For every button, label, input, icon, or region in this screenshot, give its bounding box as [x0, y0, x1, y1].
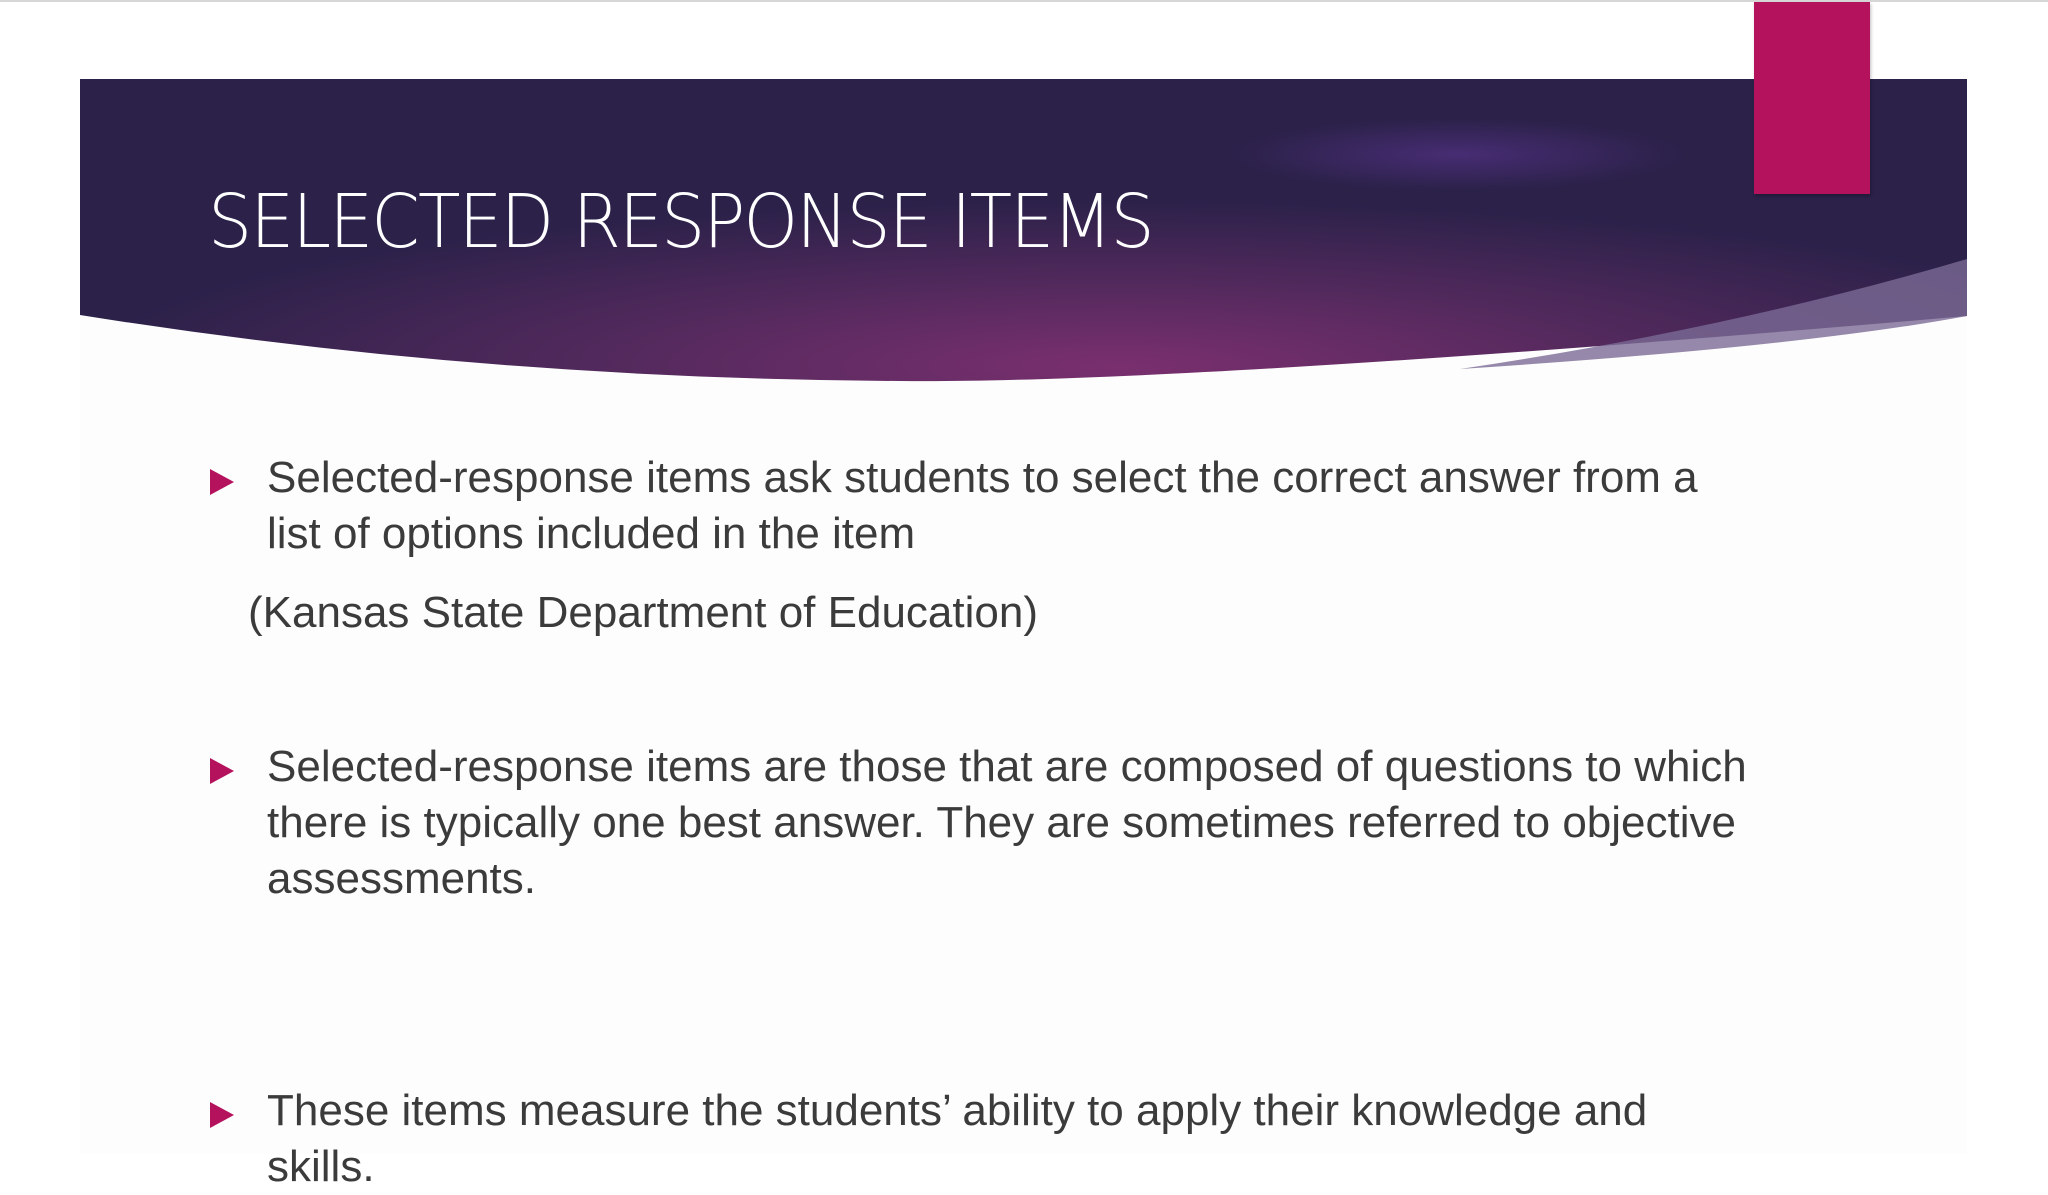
- triangle-bullet-icon: [210, 469, 234, 495]
- bullet-item: [210, 1083, 1750, 1195]
- slide: [80, 79, 1967, 1191]
- bullet-text: Selected-response items are those that are composed of questions to which there is typically one best answer. They are sometimes referred to objective assessments.: [267, 742, 1747, 903]
- citation: (Kansas State Department of Education): [248, 588, 1038, 637]
- slide-content: [80, 79, 1967, 1191]
- bullet-item: [210, 739, 1750, 907]
- bullet-item: [210, 450, 1750, 562]
- slide-title: SELECTED RESPONSE ITEMS: [208, 179, 1153, 265]
- triangle-bullet-icon: [210, 1102, 234, 1128]
- bullet-text: Selected-response items ask students to select the correct answer from a list of options included in the item: [267, 453, 1698, 558]
- triangle-bullet-icon: [210, 758, 234, 784]
- bullet-text: These items measure the students’ ability to apply their knowledge and skills.: [267, 1086, 1648, 1191]
